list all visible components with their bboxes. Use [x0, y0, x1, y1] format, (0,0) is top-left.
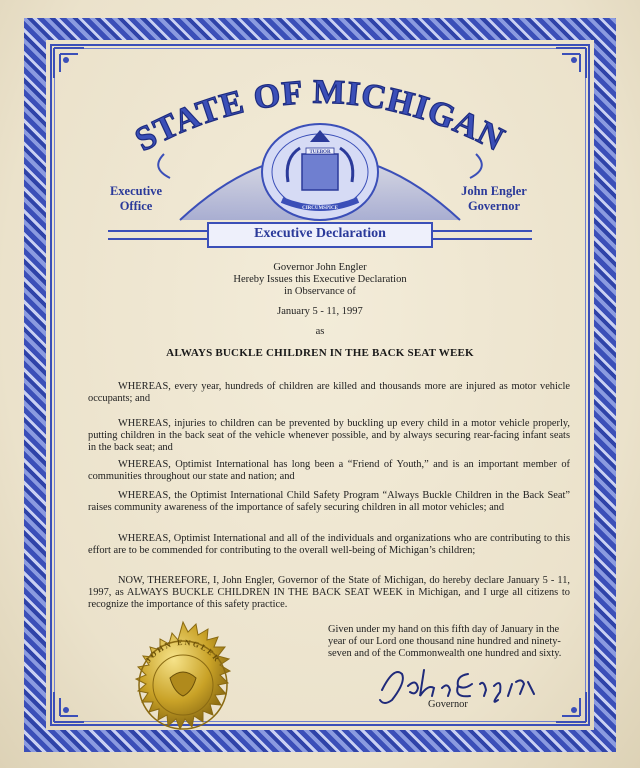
seal-motto: TUEBOR [309, 150, 331, 155]
intro-line-3: in Observance of [284, 286, 356, 297]
therefore-paragraph: NOW, THEREFORE, I, John Engler, Governor of the State of Michigan, do hereby declare January 5 - 11, 1997, as ALWAYS BUCKLE CHILDREN IN THE BACK SEAT WEEK in Michigan, and I urge all citizens to recognize the importance of this safety practice. [88, 575, 570, 611]
governor-label: John Engler Governor [461, 184, 527, 213]
declaration-title: ALWAYS BUCKLE CHILDREN IN THE BACK SEAT WEEK [166, 347, 474, 359]
as-text: as [315, 326, 325, 337]
corner-ornament-icon [554, 690, 588, 724]
gold-seal-icon [118, 620, 248, 750]
closing-statement: Given under my hand on this fifth day of January in the year of our Lord one thousand nine hundred and ninety-seven and of the Commonwealth one hundred and sixty. [328, 624, 562, 660]
state-title: STATE OF MICHIGAN [129, 73, 511, 159]
intro-line-1: Governor John Engler [273, 262, 367, 273]
whereas-paragraph-2: WHEREAS, injuries to children can be prevented by buckling up every child in a motor vehicle properly, putting children in the back seat of the vehicle whenever possible, and by always securing rear-facing infant seats in the back seat; and [88, 418, 570, 454]
whereas-paragraph-5: WHEREAS, Optimist International and all of the individuals and organizations who are contributing to this effort are to be commended for contributing to the overall well-being of Michigan’s children; [88, 533, 570, 557]
signature-title: Governor [428, 699, 468, 710]
seal-ribbon: CIRCUMSPICE [302, 206, 338, 211]
corner-ornament-icon [52, 690, 86, 724]
banner-title: Executive Declaration [254, 226, 386, 241]
gold-seal-ring-text: JOHN ENGLER [143, 637, 223, 665]
executive-office-label: Executive Office [109, 184, 163, 213]
corner-ornament-icon [52, 46, 86, 80]
michigan-seal-icon [230, 112, 410, 222]
observance-dates: January 5 - 11, 1997 [277, 306, 363, 317]
whereas-paragraph-3: WHEREAS, Optimist International has long been a “Friend of Youth,” and is an important member of communities throughout our state and nation; and [88, 459, 570, 483]
intro-line-2: Hereby Issues this Executive Declaration [233, 274, 407, 285]
corner-ornament-icon [554, 46, 588, 80]
whereas-paragraph-1: WHEREAS, every year, hundreds of children are killed and thousands more are injured as motor vehicle occupants; and [88, 381, 570, 405]
whereas-paragraph-4: WHEREAS, the Optimist International Child Safety Program “Always Buckle Children in the Back Seat” raises community awareness of the importance of safely securing children in all motor vehicles; and [88, 490, 570, 514]
